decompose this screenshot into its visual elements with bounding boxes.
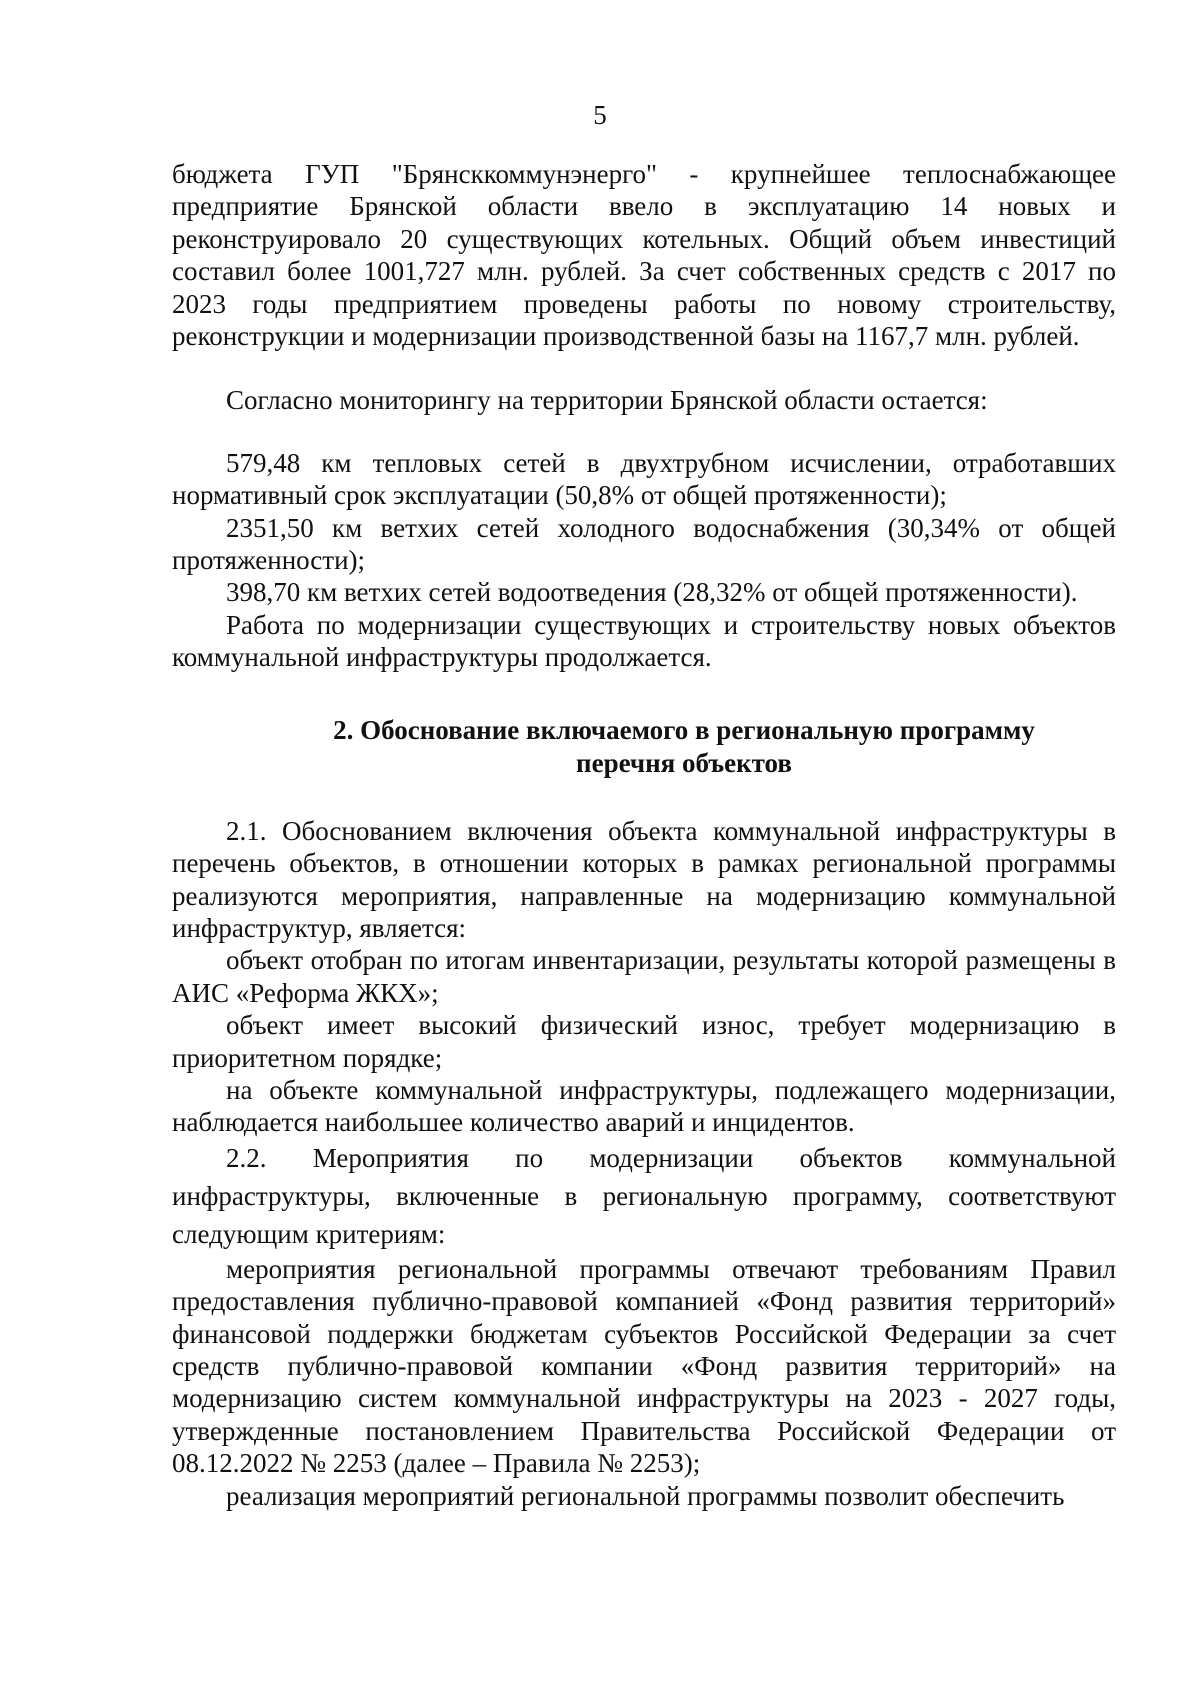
paragraph-2-2: 2.2. Мероприятия по модернизации объектов коммунальной инфраструктуры, включенные в региональную программу, соответствуют следующим критериям:	[172, 1142, 1116, 1249]
paragraph-rules-2253: мероприятия региональной программы отвечают требованиям Правил предоставления публично-правовой компанией «Фонд развития территорий» финансовой поддержки бюджетам субъектов Российской Федерации за счет средств публично-правовой компании «Фонд развития территорий» на модернизацию систем коммунальной инфраструктуры на 2023 - 2027 годы, утвержденные постановлением Правительства Российской Федерации от 08.12.2022 № 2253 (далее – Правила № 2253);	[172, 1253, 1116, 1479]
paragraph-work-continues: Работа по модернизации существующих и строительству новых объектов коммунальной инфраструктуры продолжается.	[172, 609, 1116, 673]
paragraph-sewer-networks: 398,70 км ветхих сетей водоотведения (28,32% от общей протяженности).	[226, 577, 1078, 608]
paragraph-criterion-wear: объект имеет высокий физический износ, требует модернизацию в приоритетном порядке;	[172, 1010, 1116, 1073]
paragraph-water-networks: 2351,50 км ветхих сетей холодного водоснабжения (30,34% от общей протяженности);	[172, 512, 1116, 576]
paragraph-2-1: 2.1. Обоснованием включения объекта коммунальной инфраструктуры в перечень объектов, в отношении которых в рамках региональной программы реализуются мероприятия, направленные на модернизацию коммунальной инфраструктур, является:	[172, 815, 1116, 943]
paragraph-investments: бюджета ГУП "Брянсккоммунэнерго" - крупнейшее теплоснабжающее предприятие Брянской области ввело в эксплуатацию 14 новых и реконструировало 20 существующих котельных. Общий объем инвестиций составил более 1001,727 млн. рублей. За счет собственных средств с 2017 по 2023 годы предприятием проведены работы по новому строительству, реконструкции и модернизации производственной базы на 1167,7 млн. рублей.	[172, 159, 1116, 352]
paragraph-criterion-accidents: на объекте коммунальной инфраструктуры, подлежащего модернизации, наблюдается наибольшее количество аварий и инцидентов.	[172, 1074, 1116, 1138]
section-2-heading	[172, 714, 1116, 780]
paragraph-implementation: реализация мероприятий региональной программы позволит обеспечить	[226, 1480, 1065, 1511]
paragraph-monitoring-intro: Согласно мониторингу на территории Брянской области остается:	[226, 385, 988, 416]
page-number: 5	[593, 100, 607, 130]
section-2-heading-line-1: 2. Обоснование включаемого в региональную программу	[333, 714, 1035, 745]
paragraph-heat-networks: 579,48 км тепловых сетей в двухтрубном исчислении, отработавших нормативный срок эксплуатации (50,8% от общей протяженности);	[172, 447, 1116, 511]
section-2-heading-line-2: перечня объектов	[576, 747, 792, 778]
document-body	[172, 158, 1116, 1512]
paragraph-criterion-inventory: объект отобран по итогам инвентаризации, результаты которой размещены в АИС «Реформа ЖКХ»;	[172, 945, 1116, 1008]
